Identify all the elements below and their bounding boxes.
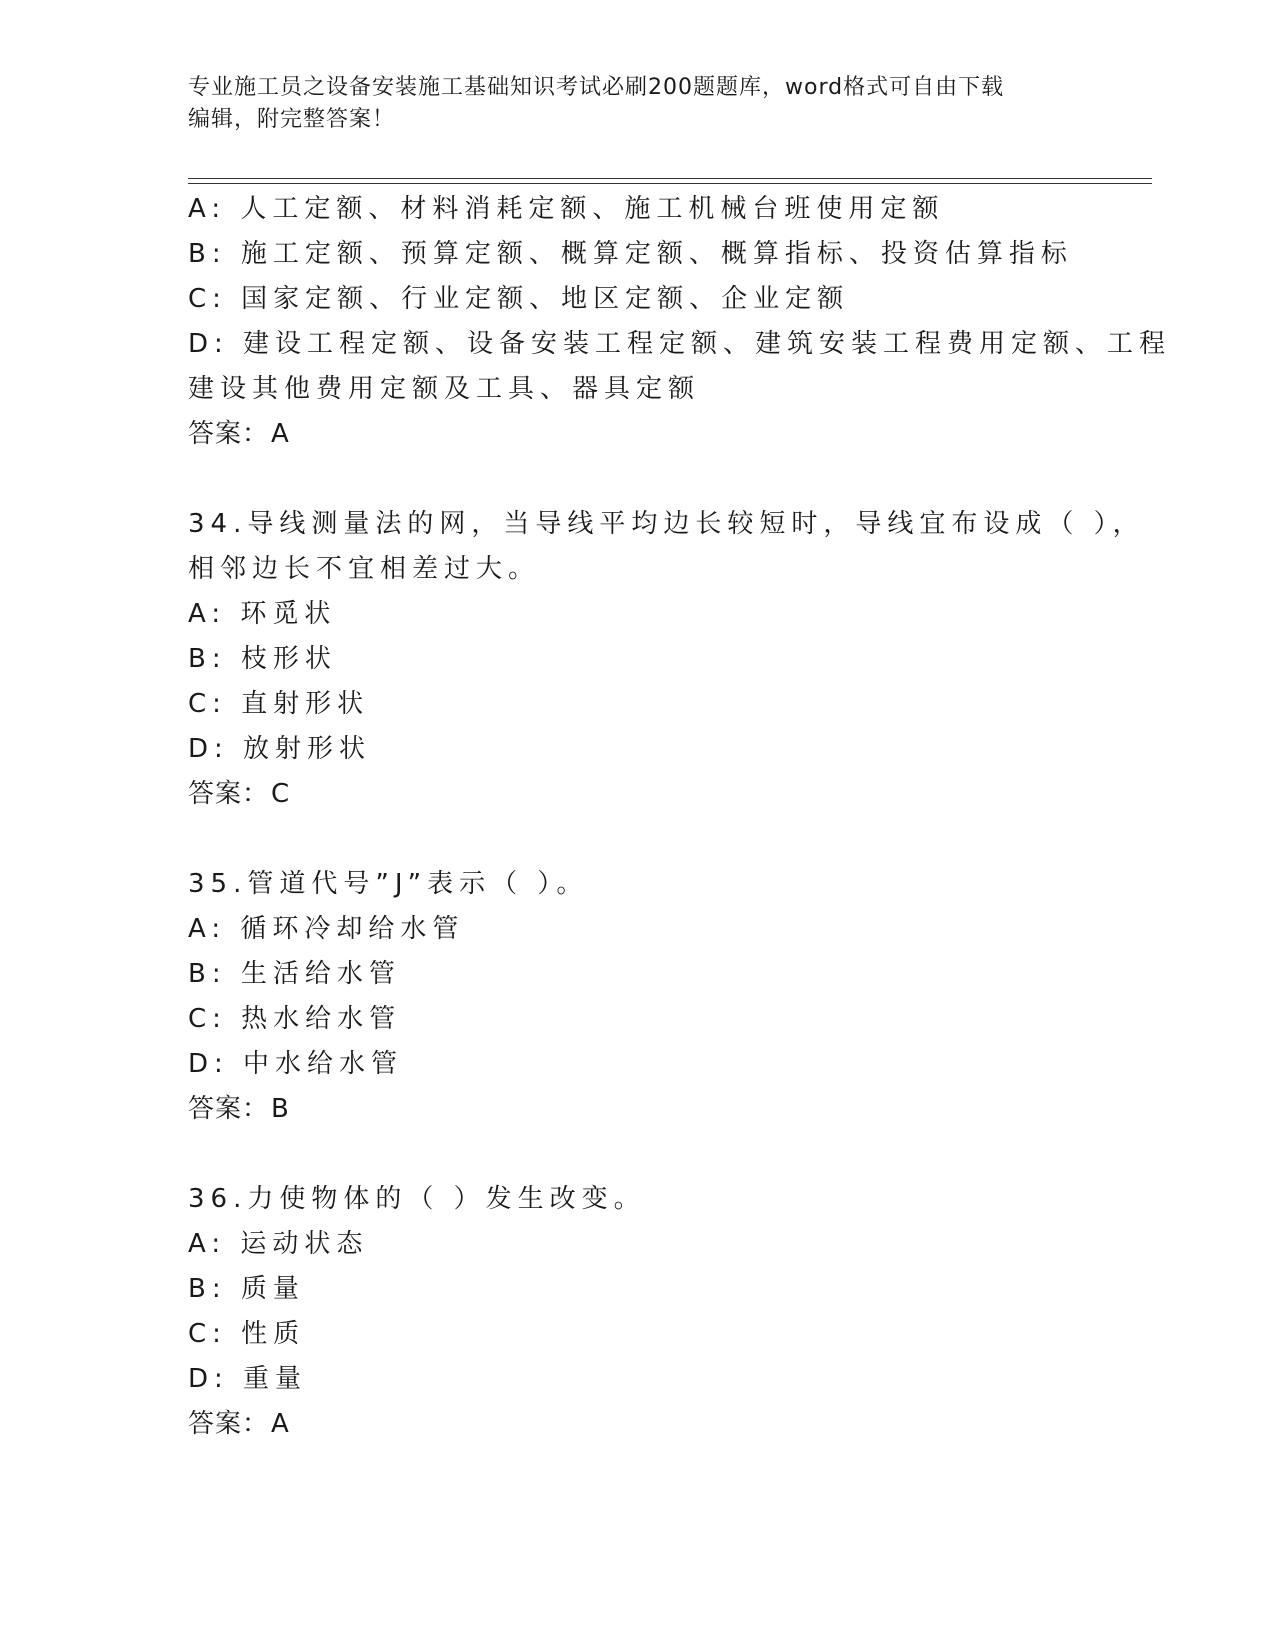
q36-answer (188, 1407, 289, 1441)
q33-answer (188, 417, 289, 451)
answer-value: A (271, 419, 289, 449)
q34-option-c: C: 直射形状 (188, 689, 370, 719)
q35-stem: 35.管道代号”J”表示（ ）。 (188, 869, 589, 899)
answer-label: 答案： (188, 1409, 270, 1439)
q36-option-d: D: 重量 (188, 1364, 308, 1394)
q36-stem: 36.力使物体的（ ）发生改变。 (188, 1184, 646, 1214)
answer-label: 答案： (188, 779, 270, 809)
answer-label: 答案： (188, 419, 270, 449)
header-divider-bottom (188, 183, 1152, 184)
header-title-line-1: 专业施工员之设备安装施工基础知识考试必刷200题题库，word格式可自由下载 (188, 75, 1005, 100)
q33-option-a: A: 人工定额、材料消耗定额、施工机械台班使用定额 (188, 194, 945, 224)
q34-stem-line-1: 34.导线测量法的网，当导线平均边长较短时，导线宜布设成（ ）， (188, 509, 1145, 539)
answer-value: A (271, 1409, 289, 1439)
header-divider-top (188, 178, 1152, 179)
q34-option-a: A: 环觅状 (188, 599, 337, 629)
q36-option-b: B: 质量 (188, 1274, 305, 1304)
q36-option-a: A: 运动状态 (188, 1229, 369, 1259)
q33-option-d-line-2: 建设其他费用定额及工具、器具定额 (188, 374, 701, 404)
q35-option-b: B: 生活给水管 (188, 959, 401, 989)
q34-stem-line-2: 相邻边长不宜相差过大。 (188, 554, 541, 584)
answer-value: B (271, 1094, 289, 1124)
q33-option-d-line-1: D: 建设工程定额、设备安装工程定额、建筑安装工程费用定额、工程 (188, 329, 1172, 359)
answer-label: 答案： (188, 1094, 270, 1124)
q35-answer (188, 1092, 289, 1126)
q33-option-b: B: 施工定额、预算定额、概算定额、概算指标、投资估算指标 (188, 239, 1073, 269)
q34-option-b: B: 枝形状 (188, 644, 337, 674)
document-header (188, 72, 1068, 136)
q35-option-d: D: 中水给水管 (188, 1049, 404, 1079)
q35-option-c: C: 热水给水管 (188, 1004, 402, 1034)
answer-value: C (271, 779, 290, 809)
q36-option-c: C: 性质 (188, 1319, 306, 1349)
header-title-line-2: 编辑，附完整答案！ (188, 107, 396, 132)
q33-option-c: C: 国家定额、行业定额、地区定额、企业定额 (188, 284, 850, 314)
q34-option-d: D: 放射形状 (188, 734, 372, 764)
q35-option-a: A: 循环冷却给水管 (188, 914, 465, 944)
q34-answer (188, 777, 289, 811)
